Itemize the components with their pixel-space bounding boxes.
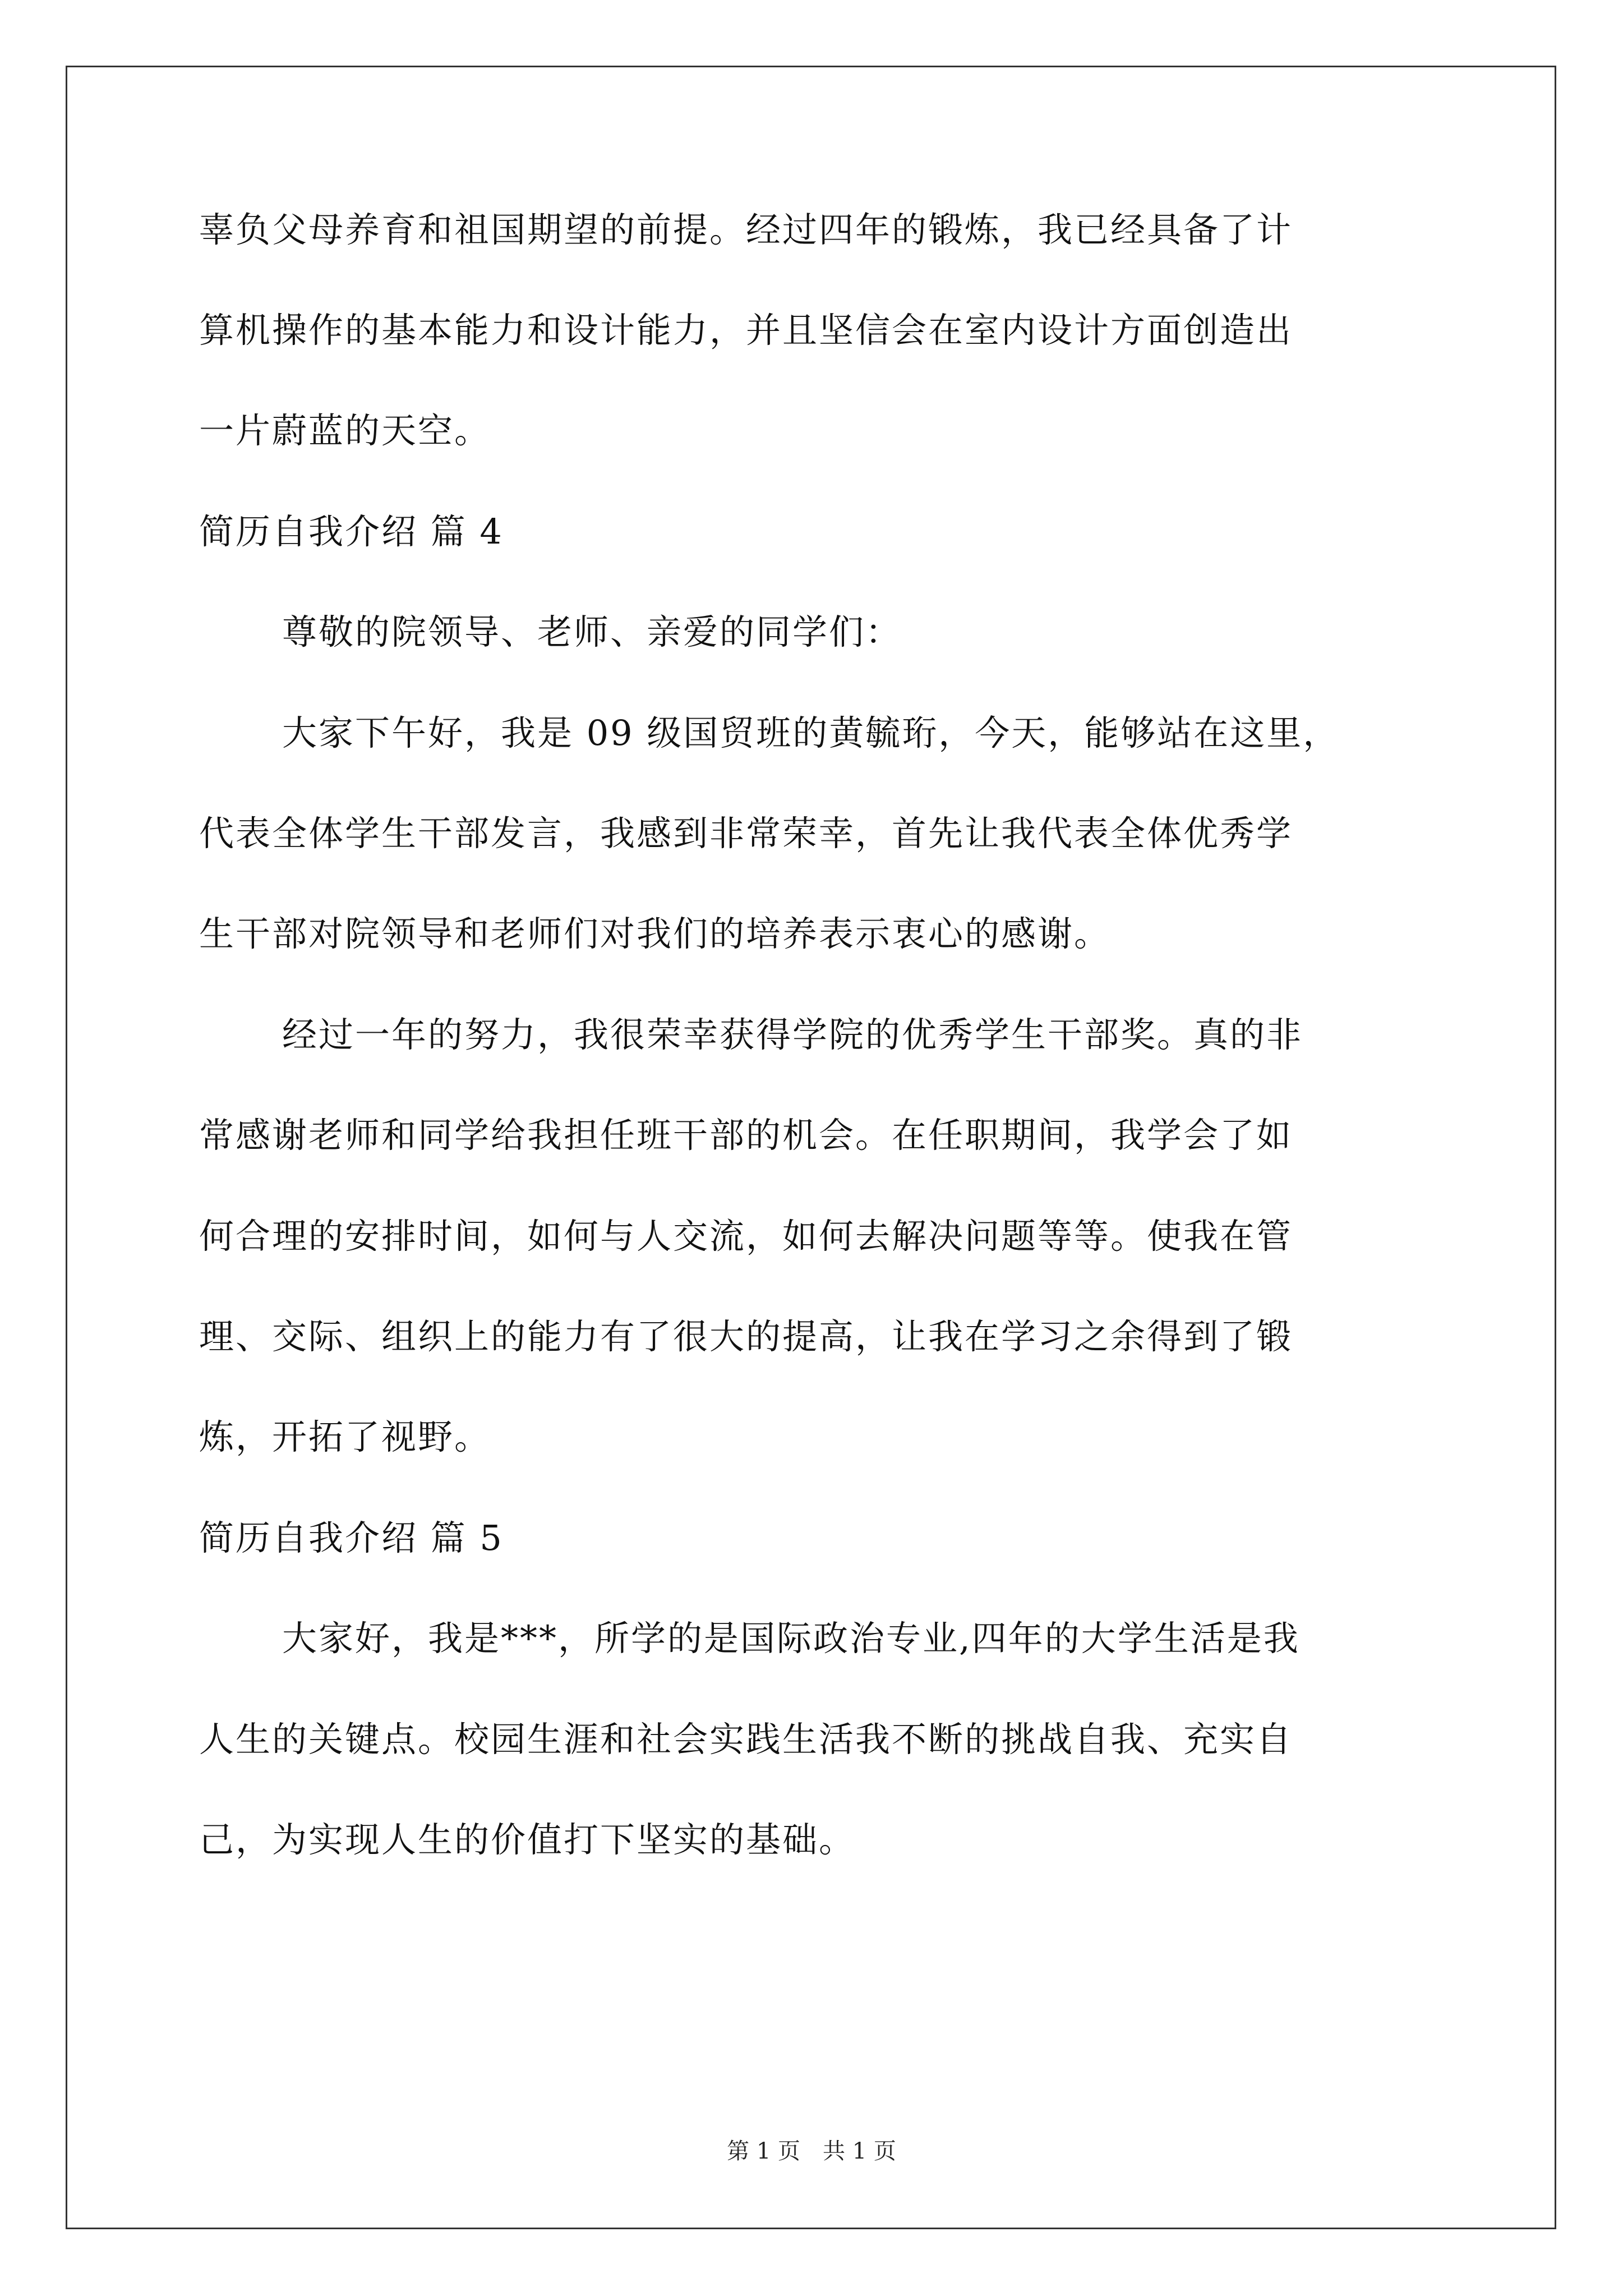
text-line: 人生的关键点。校园生涯和社会实践生活我不断的挑战自我、充实自	[199, 1719, 1293, 1760]
text-line: 一片蔚蓝的天空。	[199, 410, 491, 451]
section-heading: 简历自我介绍 篇 5	[199, 1517, 504, 1558]
text-line: 辜负父母养育和祖国期望的前提。经过四年的锻炼，我已经具备了计	[199, 209, 1293, 250]
text-line: 经过一年的努力，我很荣幸获得学院的优秀学生干部奖。真的非	[282, 1014, 1303, 1055]
text-line: 何合理的安排时间，如何与人交流，如何去解决问题等等。使我在管	[199, 1216, 1293, 1257]
text-line: 大家好，我是***，所学的是国际政治专业,四年的大学生活是我	[282, 1618, 1300, 1659]
page-number: 第 1 页 共 1 页	[727, 2138, 896, 2164]
text-line: 生干部对院领导和老师们对我们的培养表示衷心的感谢。	[199, 913, 1111, 954]
text-line: 大家下午好，我是 09 级国贸班的黄毓珩，今天，能够站在这里，	[282, 712, 1340, 753]
text-line: 常感谢老师和同学给我担任班干部的机会。在任职期间，我学会了如	[199, 1115, 1293, 1156]
text-line: 尊敬的院领导、老师、亲爱的同学们：	[282, 611, 902, 652]
text-line: 炼，开拓了视野。	[199, 1416, 491, 1457]
text-line: 理、交际、组织上的能力有了很大的提高，让我在学习之余得到了锻	[199, 1316, 1293, 1357]
section-heading: 简历自我介绍 篇 4	[199, 511, 504, 552]
text-line: 算机操作的基本能力和设计能力，并且坚信会在室内设计方面创造出	[199, 310, 1293, 351]
text-line: 己，为实现人生的价值打下坚实的基础。	[199, 1819, 856, 1860]
text-line: 代表全体学生干部发言，我感到非常荣幸，首先让我代表全体优秀学	[199, 813, 1293, 854]
